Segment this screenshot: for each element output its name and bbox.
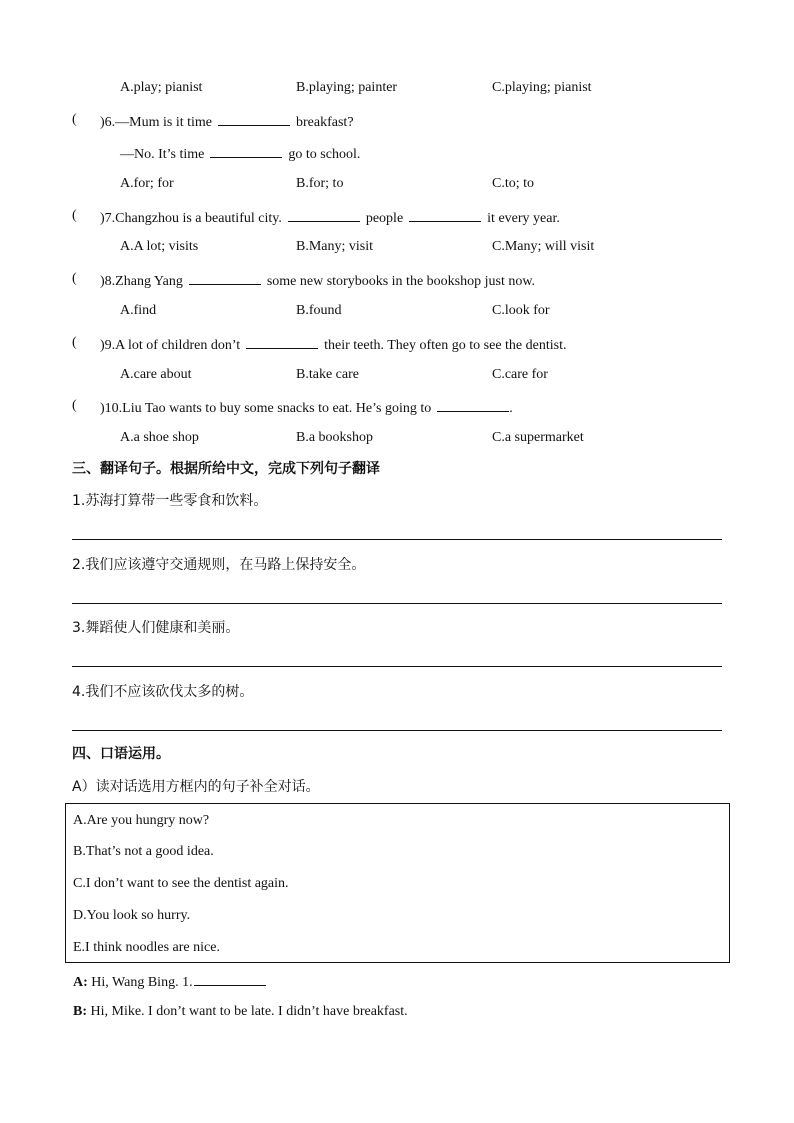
dialogue-text-1: Hi, Wang Bing. 1. (91, 975, 193, 990)
q6-question (100, 111, 354, 132)
q10-option-b: B.a bookshop (296, 430, 373, 445)
q5-option-b: B.playing; painter (296, 80, 398, 95)
section3-title: 三、翻译句子。根据所给中文，完成下列句子翻译 (72, 461, 380, 477)
q8-number: )8. (100, 274, 116, 289)
q7-blank-1[interactable] (288, 207, 360, 222)
q10-option-c: C.a supermarket (492, 430, 584, 445)
q6-line2-after: go to school. (288, 147, 361, 162)
q9-option-a: A.care about (120, 367, 192, 382)
box-option-d: D.You look so hurry. (73, 908, 191, 923)
q6-text-after: breakfast? (296, 115, 354, 130)
q9-option-c: C.care for (492, 367, 548, 382)
q10-option-a: A.a shoe shop (120, 430, 199, 445)
box-option-c: C.I don’t want to see the dentist again. (73, 876, 289, 891)
q6-option-a: A.for; for (120, 176, 174, 191)
answer-line-4[interactable] (72, 730, 722, 731)
translation-item-2: 2.我们应该遵守交通规则，在马路上保持安全。 (72, 557, 366, 573)
q10-number: )10. (100, 401, 123, 416)
q8-question (100, 270, 535, 291)
dialogue-text-2: Hi, Mike. I don’t want to be late. I didn’t have breakfast. (90, 1004, 408, 1019)
box-option-b: B.That’s not a good idea. (73, 844, 214, 859)
q9-question (100, 334, 566, 355)
q8-blank[interactable] (189, 270, 261, 285)
dialogue-line-2 (73, 1003, 408, 1021)
q9-text-before: A lot of children don’t (115, 338, 241, 353)
q8-text-after: some new storybooks in the bookshop just now. (266, 274, 536, 289)
dialogue-blank-1[interactable] (194, 971, 266, 986)
q8-answer-paren: ( (72, 271, 77, 286)
translation-item-1: 1.苏海打算带一些零食和饮料。 (72, 493, 268, 509)
dialogue-speaker-a: A: (73, 975, 88, 990)
q9-number: )9. (100, 338, 116, 353)
q8-option-b: B.found (296, 303, 342, 318)
q10-blank[interactable] (437, 397, 509, 412)
section4-subtitle: A）读对话选用方框内的句子补全对话。 (72, 779, 320, 795)
dialogue-speaker-b: B: (73, 1004, 87, 1019)
q7-text-after: it every year. (487, 211, 560, 226)
q7-option-c: C.Many; will visit (492, 239, 595, 254)
q7-option-a: A.A lot; visits (120, 239, 199, 254)
answer-line-3[interactable] (72, 666, 722, 667)
q10-question (100, 397, 513, 418)
q9-option-b: B.take care (296, 367, 359, 382)
translation-item-4: 4.我们不应该砍伐太多的树。 (72, 684, 254, 700)
q10-text-before: Liu Tao wants to buy some snacks to eat. He’s going to (122, 401, 432, 416)
dialogue-line-1 (73, 971, 272, 992)
q6-option-c: C.to; to (492, 176, 535, 191)
q6-answer-paren: ( (72, 112, 77, 127)
q9-text-after: their teeth. They often go to see the dentist. (324, 338, 567, 353)
section4-title: 四、口语运用。 (72, 746, 170, 762)
q7-number: )7. (100, 211, 116, 226)
answer-line-1[interactable] (72, 539, 722, 540)
q5-option-c: C.playing; pianist (492, 80, 592, 95)
q10-answer-paren: ( (72, 398, 77, 413)
q9-blank[interactable] (246, 334, 318, 349)
q5-option-a: A.play; pianist (120, 80, 203, 95)
q6-text-before: —Mum is it time (115, 115, 213, 130)
q6-line2 (120, 143, 360, 164)
box-option-e: E.I think noodles are nice. (73, 940, 220, 955)
q7-answer-paren: ( (72, 208, 77, 223)
q7-text-before: Changzhou is a beautiful city. (115, 211, 282, 226)
q8-option-c: C.look for (492, 303, 550, 318)
q6-number: )6. (100, 115, 116, 130)
q6-option-b: B.for; to (296, 176, 344, 191)
box-option-a: A.Are you hungry now? (73, 813, 210, 828)
q6-line2-before: —No. It’s time (120, 147, 205, 162)
q6-blank-2[interactable] (210, 143, 282, 158)
q8-option-a: A.find (120, 303, 157, 318)
q7-text-mid: people (365, 211, 404, 226)
answer-line-2[interactable] (72, 603, 722, 604)
translation-item-3: 3.舞蹈使人们健康和美丽。 (72, 620, 240, 636)
q9-answer-paren: ( (72, 335, 77, 350)
q7-question (100, 207, 560, 228)
q7-blank-2[interactable] (409, 207, 481, 222)
q6-blank-1[interactable] (218, 111, 290, 126)
q10-text-after: . (509, 401, 513, 416)
q7-option-b: B.Many; visit (296, 239, 374, 254)
q8-text-before: Zhang Yang (115, 274, 183, 289)
